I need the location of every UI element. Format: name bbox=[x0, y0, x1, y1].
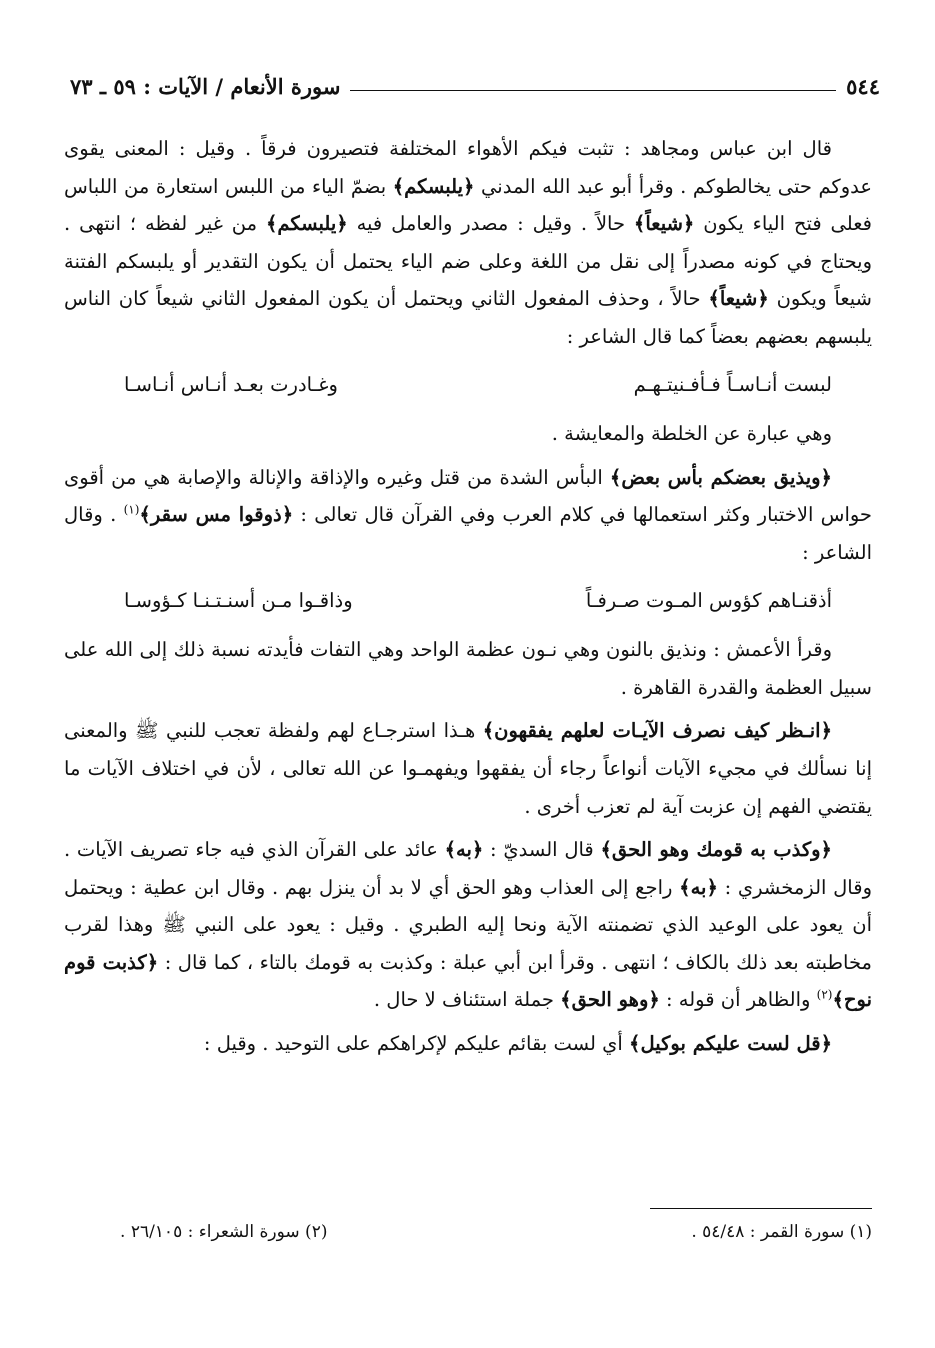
text-run: البأس الشدة من قتل وغيره والإذاقة والإنالة والإصابة هي من أقوى حواس الاختبار وكثر استعمالها في كلام العرب وفي القرآن قال تعالى : bbox=[64, 465, 872, 527]
paragraph-1b: وهي عبارة عن الخلطة والمعايشة . bbox=[551, 422, 832, 446]
quran-quote: ﴿يلبسكم﴾ bbox=[265, 212, 348, 236]
quran-quote: ﴿ويذيق بعضكم بأس بعض﴾ bbox=[609, 465, 832, 489]
verse-hemistich-1: لبست أنـاسـاً فـأفـنيتـهـم bbox=[633, 372, 832, 396]
text-run: . وقال الشاعر : bbox=[64, 503, 872, 564]
paragraph-2b: وقرأ الأعمش : ونذيق بالنون وهي نـون عظمة الواحد وهي التفات فأيدته نسبة ذلك إلى الله على سبيل العظمة والقدرة القاهرة . bbox=[64, 638, 872, 699]
text-run: والظاهر أن قوله : bbox=[659, 988, 817, 1012]
paragraph-5 bbox=[64, 1025, 872, 1063]
text-run: قال السديّ : bbox=[483, 838, 601, 862]
quran-quote: ﴿كذبت قوم نوح﴾ bbox=[64, 950, 872, 1012]
paragraph-3 bbox=[64, 712, 872, 825]
quran-quote: ﴿انـظر كيف نصرف الآيـات لعلهم يفقهون﴾ bbox=[482, 719, 833, 743]
text-run: راجع إلى العذاب وهو الحق أي لا بد أن ينزل بهم . وقال ابن عطية : ويحتمل أن يعود على الوعيد الذي تضمنته الآية ونحا إليه الطبري . وقيل : يعود على النبي ﷺ وهذا لقرب مخاطبته بعد ذلك بالكاف ؛ انتهى . وقرأ ابن أبي عبلة : وكذبت به قومك بالتاء ، كما قال : bbox=[64, 875, 873, 974]
quran-quote: ﴿يلبسكم﴾ bbox=[392, 174, 475, 198]
header-rule bbox=[350, 90, 836, 91]
paragraph-1 bbox=[64, 130, 872, 356]
footnote-rule bbox=[650, 1208, 872, 1209]
quran-quote: ﴿به﴾ bbox=[679, 875, 718, 899]
running-title: سورة الأنعام / الآيات : ٥٩ ـ ٧٣ bbox=[70, 73, 341, 99]
quran-quote: ﴿وهو الحق﴾ bbox=[560, 988, 660, 1012]
quran-quote: ﴿وكذب به قومك وهو الحق﴾ bbox=[600, 838, 832, 862]
text-run: هـذا استرجـاع لهم ولفظة تعجب للنبي ﷺ والمعنى إنا نسألك في مجيء الآيات أنواعاً رجاء أن يفقهوا ويفهمـوا عن الله تعالى ، لأن في اختلاف الآيات ما يقتضي الفهم إن عزبت آية لم تعزب أخرى . bbox=[64, 719, 872, 818]
text-run: من غير لفظه ؛ انتهى . ويحتاج في كونه مصدراً إلى نقل من اللغة وعلى ضم الياء يحتمل أن يكون التقدير أو يلبسكم الفتنة شيعاً ويكون bbox=[64, 212, 872, 311]
text-run: أي لست بقائم عليكم لإكراهكم على التوحيد . وقيل : bbox=[203, 1032, 630, 1056]
verse-hemistich-2: وذاقـوا مـن أسنـتـنـا كـؤوسـا bbox=[124, 588, 353, 612]
poetry-verse-1 bbox=[64, 366, 872, 404]
quran-quote: ﴿شيعاً﴾ bbox=[708, 287, 769, 311]
footnotes bbox=[120, 1218, 872, 1246]
poetry-verse-2 bbox=[64, 582, 872, 620]
text-run: عائد على القرآن الذي فيه جاء تصريف الآيات . وقال الزمخشري : bbox=[64, 838, 872, 899]
verse-hemistich-2: وغـادرت بعـد أنـاس أنـاسـا bbox=[124, 372, 338, 396]
page-number: ٥٤٤ bbox=[846, 73, 880, 99]
quran-quote: ﴿شيعاً﴾ bbox=[633, 212, 695, 236]
paragraph-2 bbox=[64, 459, 872, 572]
text-run: بضمّ الياء من اللبس استعارة من اللباس فعلى فتح الياء يكون bbox=[64, 174, 872, 236]
quran-quote: ﴿قل لست عليكم بوكيل﴾ bbox=[629, 1032, 832, 1056]
footnote-2: (٢) سورة الشعراء : ٢٦/١٠٥ . bbox=[120, 1222, 328, 1242]
text-run: قال ابن عباس ومجاهد : تثبت فيكم الأهواء المختلفة فتصيرون فرقاً . وقيل : المعنى يقوى عدوكم حتى يخالطوكم . وقرأ أبو عبد الله المدني bbox=[64, 137, 872, 198]
text-run: حالاً ، وحذف المفعول الثاني ويحتمل أن يكون المفعول الثاني شيعاً كان الناس يلبسهم بعضهم بعضاً كما قال الشاعر : bbox=[64, 287, 872, 348]
quran-quote: ﴿به﴾ bbox=[444, 838, 484, 862]
text-run: جملة استئناف لا حال . bbox=[373, 988, 561, 1012]
paragraph-4 bbox=[64, 831, 872, 1019]
quran-quote: ﴿ذوقوا مس سقر﴾ bbox=[139, 503, 294, 527]
footnote-1: (١) سورة القمر : ٥٤/٤٨ . bbox=[691, 1222, 872, 1242]
page-header bbox=[70, 68, 880, 104]
text-run: حالاً . وقيل : مصدر والعامل فيه bbox=[347, 212, 634, 236]
footnote-ref-1: (١) bbox=[123, 502, 140, 517]
footnote-ref-2: (٢) bbox=[816, 987, 833, 1002]
verse-hemistich-1: أذقنـاهم كؤوس المـوت صـرفـاً bbox=[585, 588, 832, 612]
page-body bbox=[64, 130, 872, 1063]
